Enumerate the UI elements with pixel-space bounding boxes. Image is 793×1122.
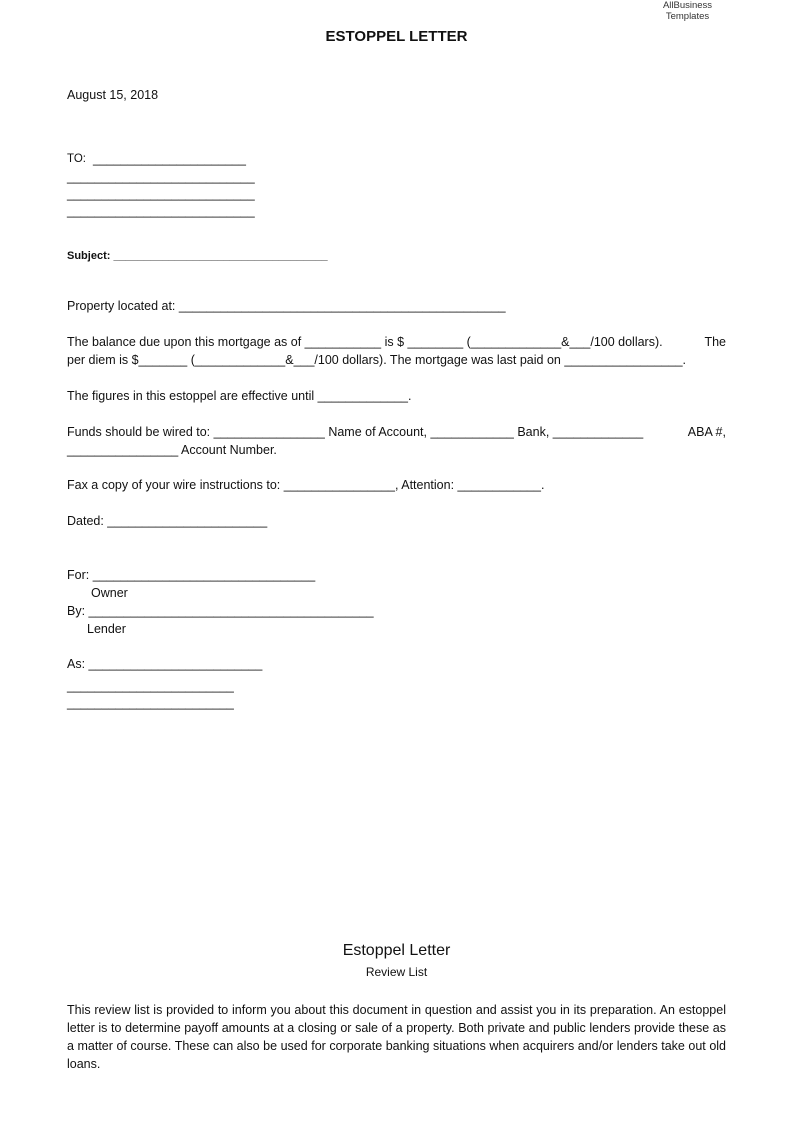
wire-line-1: Funds should be wired to: ________________ Name of Account, ____________ Bank, _____________	[67, 425, 644, 439]
review-body: This review list is provided to inform you about this document in question and assist you in its preparation. An estoppel letter is to determine payoff amounts at a closing or sale of a property. Both private and public lenders provide these as a matter of course. These can also be used for corporate banking situations when acquirers and/or lenders take out old loans.	[67, 1003, 726, 1071]
balance-line-1: The balance due upon this mortgage as of ___________ is $ ________ (_____________&___/100 dollars).	[67, 335, 663, 349]
effective-line: The figures in this estoppel are effective until _____________.	[67, 389, 412, 403]
to-line-4: ___________________________	[67, 204, 255, 218]
to-line-1: ______________________	[93, 152, 246, 166]
to-line-2: ___________________________	[67, 170, 255, 184]
document-title: ESTOPPEL LETTER	[325, 28, 468, 45]
dated-line: Dated: _______________________	[67, 514, 268, 528]
review-subtitle: Review List	[365, 965, 428, 979]
property-line: Property located at: _______________________________________________	[67, 299, 506, 313]
to-label: TO:	[67, 153, 86, 165]
watermark-line2: Templates	[665, 11, 710, 22]
subject-line: Subject: ___________________________________	[67, 250, 328, 262]
letter-date: August 15, 2018	[67, 88, 159, 102]
review-title: Estoppel Letter	[342, 942, 451, 959]
owner-label: Owner	[91, 586, 128, 600]
by-line: By: _________________________________________	[67, 604, 374, 618]
signature-extra-line-2: ________________________	[67, 696, 234, 710]
balance-line-2: per diem is $_______ (_____________&___/100 dollars). The mortgage was last paid on _________________.	[67, 353, 686, 367]
balance-line-1-end: The	[704, 335, 726, 349]
watermark	[640, 0, 735, 22]
wire-line-2: ________________ Account Number.	[67, 443, 277, 457]
for-line: For: ________________________________	[67, 568, 316, 582]
signature-extra-line-1: ________________________	[67, 679, 234, 693]
as-line: As: _________________________	[67, 657, 263, 671]
wire-line-1-end: ABA #,	[687, 425, 726, 439]
lender-label: Lender	[87, 622, 126, 636]
watermark-line1: AllBusiness	[662, 0, 713, 11]
to-line-3: ___________________________	[67, 187, 255, 201]
fax-line: Fax a copy of your wire instructions to: ________________, Attention: ____________.	[67, 478, 545, 492]
